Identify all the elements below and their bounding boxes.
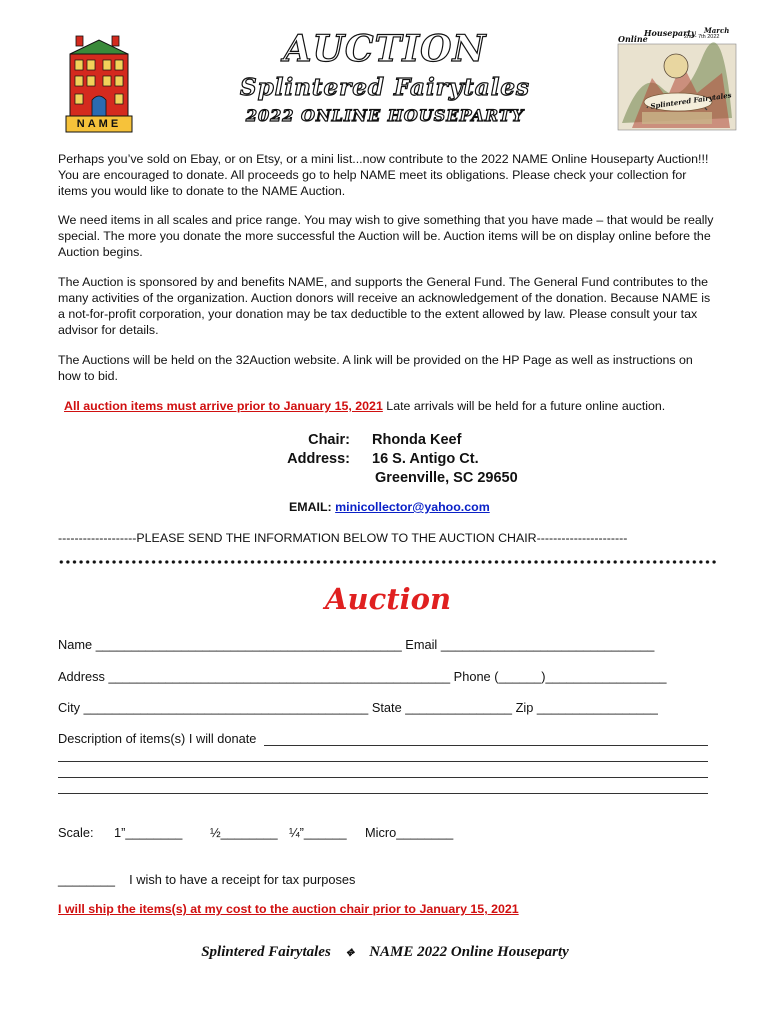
deadline-note: Late arrivals will be held for a future online auction. bbox=[386, 399, 666, 413]
houseparty-poster bbox=[612, 28, 742, 134]
deadline-line bbox=[64, 399, 665, 413]
chair-label: Chair: bbox=[308, 432, 350, 448]
description-label: Description of items(s) I will donate bbox=[58, 731, 257, 746]
chair-name: Rhonda Keef bbox=[372, 432, 462, 448]
footer-separator-icon: ✥ bbox=[345, 948, 355, 959]
shipping-statement: I will ship the items(s) at my cost to the auction chair prior to January 15, 2021 bbox=[58, 902, 519, 916]
scale-quarter-inch[interactable]: ¼”______ bbox=[289, 825, 347, 840]
intro-paragraph: Perhaps you’ve sold on Ebay, or on Etsy, or a mini list...now contribute to the 2022 NAME Online Houseparty Auction!!! You are encouraged to donate. All proceeds go to help NAME meet its obligations. Please check your collection for items you would like to donate to the NAME Auction. bbox=[58, 152, 709, 198]
description-line-2[interactable] bbox=[58, 761, 708, 762]
email-label: EMAIL: bbox=[289, 500, 332, 514]
name-logo bbox=[62, 34, 136, 134]
address-label: Address: bbox=[287, 451, 350, 467]
description-line-4[interactable] bbox=[58, 793, 708, 794]
dotted-divider bbox=[58, 559, 718, 565]
description-line-1[interactable] bbox=[264, 745, 708, 746]
address-phone-row[interactable]: Address ________________________________________________ Phone (______)_________________ bbox=[58, 669, 667, 684]
page-title: AUCTION bbox=[283, 28, 487, 70]
email-link[interactable]: minicollector@yahoo.com bbox=[335, 500, 490, 514]
scale-1-inch[interactable]: 1”________ bbox=[114, 825, 183, 840]
send-info-banner: -------------------PLEASE SEND THE INFORMATION BELOW TO THE AUCTION CHAIR---------------------- bbox=[58, 531, 628, 545]
chair-address-line2: Greenville, SC 29650 bbox=[375, 470, 518, 486]
poster-march: March bbox=[704, 26, 730, 35]
city-state-zip-row[interactable]: City ________________________________________ State _______________ Zip _________________ bbox=[58, 700, 658, 715]
receipt-request[interactable]: ________ I wish to have a receipt for tax purposes bbox=[58, 872, 356, 887]
scale-micro[interactable]: Micro________ bbox=[365, 825, 454, 840]
poster-dates: 2nd - 7th 2022 bbox=[684, 34, 720, 40]
email-line bbox=[289, 500, 490, 514]
items-paragraph: We need items in all scales and price range. You may wish to give something that you have made – that would be really special. The more you donate the more successful the Auction will be. Auction items will be on display online before the Auction begins. bbox=[58, 213, 714, 259]
page-subtitle: Splintered Fairytales bbox=[239, 74, 531, 101]
name-email-row[interactable]: Name ___________________________________________ Email ______________________________ bbox=[58, 637, 655, 652]
scale-half-inch[interactable]: ½________ bbox=[210, 825, 278, 840]
poster-online: Online bbox=[618, 34, 648, 44]
event-title: 2022 ONLINE HOUSEPARTY bbox=[245, 106, 525, 125]
chair-address-line1: 16 S. Antigo Ct. bbox=[372, 451, 479, 467]
deadline-warning: All auction items must arrive prior to January 15, 2021 bbox=[64, 399, 383, 413]
footer-left: Splintered Fairytales bbox=[201, 944, 331, 960]
scale-label: Scale: bbox=[58, 825, 94, 840]
form-heading: Auction bbox=[325, 582, 452, 616]
poster-center-text: Splintered Fairytales bbox=[649, 90, 733, 111]
logo-label: NAME bbox=[76, 118, 122, 130]
page-footer bbox=[0, 944, 770, 961]
poster-houseparty: Houseparty bbox=[644, 28, 696, 38]
description-line-3[interactable] bbox=[58, 777, 708, 778]
sponsor-paragraph: The Auction is sponsored by and benefits NAME, and supports the General Fund. The General Fund contributes to the many activities of the organization. Auction donors will receive an acknowledgement of the donation. Because NAME is a not-for-profit corporation, your donation may be tax deductible to the extent allowed by law. Please consult your tax advisor for details. bbox=[58, 275, 711, 337]
website-paragraph: The Auctions will be held on the 32Auction website. A link will be provided on the HP Page as well as instructions on how to bid. bbox=[58, 353, 693, 383]
footer-right: NAME 2022 Online Houseparty bbox=[369, 944, 569, 960]
